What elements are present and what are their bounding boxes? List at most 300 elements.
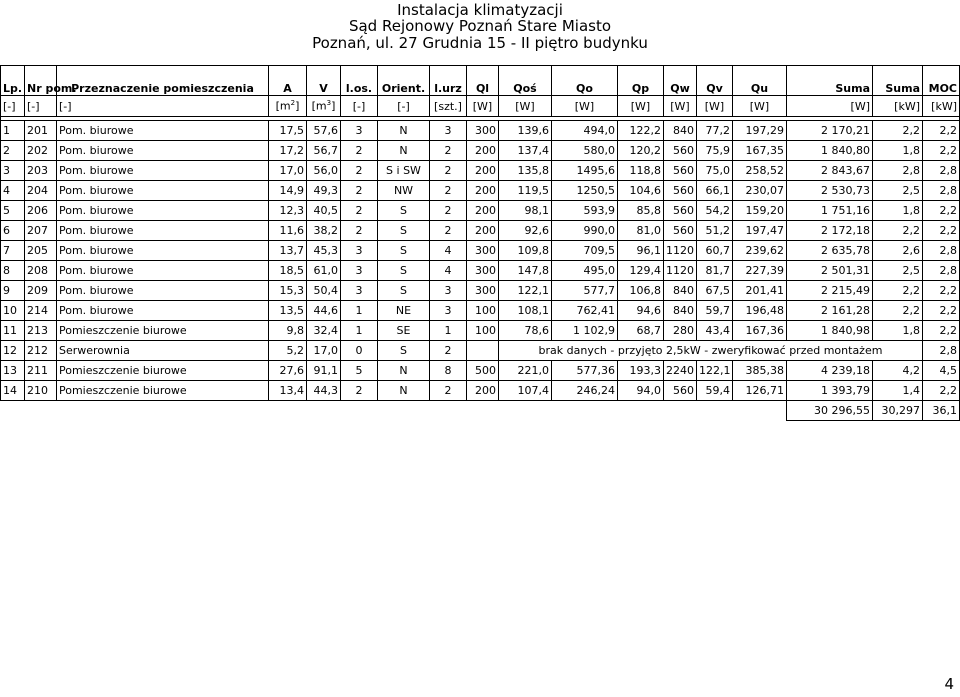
table-cell: 118,8: [618, 161, 664, 181]
table-cell: 2: [1, 141, 25, 161]
table-cell: 560: [664, 221, 697, 241]
calculation-table: [0, 65, 960, 421]
table-cell: 3: [430, 281, 467, 301]
table-cell: 200: [467, 141, 499, 161]
table-cell: 12: [1, 341, 25, 361]
table-cell: 2,6: [873, 241, 923, 261]
document-address: Poznań, ul. 27 Grudnia 15 - II piętro budynku: [312, 34, 648, 52]
table-cell: 239,62: [733, 241, 787, 261]
table-cell: 2 170,21: [787, 121, 873, 141]
table-cell: 8: [1, 261, 25, 281]
table-cell: 68,7: [618, 321, 664, 341]
table-cell: S: [378, 261, 430, 281]
table-cell: 196,48: [733, 301, 787, 321]
table-cell: 9: [1, 281, 25, 301]
table-cell: 2,2: [923, 281, 960, 301]
table-cell: 200: [467, 381, 499, 401]
units-row: [1, 96, 960, 117]
header-cell: V: [307, 66, 341, 96]
table-cell: 2,2: [873, 221, 923, 241]
table-cell: 122,1: [499, 281, 552, 301]
table-cell: 135,8: [499, 161, 552, 181]
table-cell: 213: [25, 321, 57, 341]
table-row: [1, 261, 960, 281]
unit-cell: [W]: [697, 96, 733, 117]
table-cell: 126,71: [733, 381, 787, 401]
table-cell: Pomieszczenie biurowe: [57, 381, 269, 401]
table-cell: Pom. biurowe: [57, 301, 269, 321]
table-cell: 1,8: [873, 321, 923, 341]
table-cell: 7: [1, 241, 25, 261]
table-cell: 60,7: [697, 241, 733, 261]
table-cell: 15,3: [269, 281, 307, 301]
table-cell: S: [378, 221, 430, 241]
table-cell: 3: [341, 241, 378, 261]
table-cell: 560: [664, 381, 697, 401]
table-cell: 4: [430, 241, 467, 261]
table-cell: 1,8: [873, 201, 923, 221]
table-cell: 577,7: [552, 281, 618, 301]
table-cell: 17,5: [269, 121, 307, 141]
table-cell: 14,9: [269, 181, 307, 201]
table-cell: 577,36: [552, 361, 618, 381]
table-cell: 59,7: [697, 301, 733, 321]
header-cell: MOC: [923, 66, 960, 96]
table-cell: 92,6: [499, 221, 552, 241]
unit-cell: [W]: [618, 96, 664, 117]
table-cell: N: [378, 361, 430, 381]
table-cell: 1120: [664, 261, 697, 281]
header-cell: Przeznaczenie pomieszczenia: [57, 66, 269, 96]
table-cell: 214: [25, 301, 57, 321]
table-cell: 200: [467, 181, 499, 201]
unit-cell: [szt.]: [430, 96, 467, 117]
table-cell: 13,4: [269, 381, 307, 401]
table-cell: 91,1: [307, 361, 341, 381]
table-cell: 4: [1, 181, 25, 201]
table-cell: 211: [25, 361, 57, 381]
table-cell: 13,5: [269, 301, 307, 321]
table-cell: 205: [25, 241, 57, 261]
table-cell: 139,6: [499, 121, 552, 141]
table-cell: 2 635,78: [787, 241, 873, 261]
table-cell: 1 840,98: [787, 321, 873, 341]
header-cell: l.urz: [430, 66, 467, 96]
table-cell: S i SW: [378, 161, 430, 181]
table-cell: 2,2: [923, 321, 960, 341]
table-cell: 4,2: [873, 361, 923, 381]
total-cell: 36,1: [923, 401, 960, 421]
table-cell: 11,6: [269, 221, 307, 241]
table-cell: 1495,6: [552, 161, 618, 181]
table-cell: 200: [467, 221, 499, 241]
table-cell: 98,1: [499, 201, 552, 221]
table-cell: 2: [341, 381, 378, 401]
table-cell: 246,24: [552, 381, 618, 401]
table-cell: 129,4: [618, 261, 664, 281]
table-cell: 17,0: [307, 341, 341, 361]
table-cell: 207: [25, 221, 57, 241]
table-cell: 10: [1, 301, 25, 321]
table-cell: 300: [467, 261, 499, 281]
table-cell: 204: [25, 181, 57, 201]
table-cell: 51,2: [697, 221, 733, 241]
table-cell: 2,2: [873, 121, 923, 141]
table-cell: 50,4: [307, 281, 341, 301]
unit-cell: [-]: [1, 96, 25, 117]
table-cell: 2: [430, 381, 467, 401]
table-cell: 104,6: [618, 181, 664, 201]
table-cell: 17,0: [269, 161, 307, 181]
table-cell: 100: [467, 301, 499, 321]
table-cell: 17,2: [269, 141, 307, 161]
table-cell: 840: [664, 301, 697, 321]
unit-cell: [-]: [25, 96, 57, 117]
table-cell: 2 843,67: [787, 161, 873, 181]
unit-cell: [W]: [467, 96, 499, 117]
total-cell: 30 296,55: [787, 401, 873, 421]
table-cell: Pom. biurowe: [57, 221, 269, 241]
header-cell: A: [269, 66, 307, 96]
table-cell: S: [378, 341, 430, 361]
table-cell: 1: [341, 301, 378, 321]
table-cell: 2 161,28: [787, 301, 873, 321]
table-cell: Pomieszczenie biurowe: [57, 321, 269, 341]
table-cell: 38,2: [307, 221, 341, 241]
table-cell: 2: [430, 181, 467, 201]
table-cell: 560: [664, 161, 697, 181]
table-cell: 122,2: [618, 121, 664, 141]
table-cell: 2,5: [873, 181, 923, 201]
table-cell: 300: [467, 241, 499, 261]
table-cell: S: [378, 201, 430, 221]
table-row: [1, 301, 960, 321]
document-subtitle: Sąd Rejonowy Poznań Stare Miasto: [348, 17, 612, 35]
table-cell: 75,0: [697, 161, 733, 181]
table-cell: 2 172,18: [787, 221, 873, 241]
table-row: [1, 241, 960, 261]
table-cell: 57,6: [307, 121, 341, 141]
table-cell: [467, 341, 499, 361]
table-cell: Pom. biurowe: [57, 141, 269, 161]
unit-cell: $[m^2]$: [269, 96, 307, 117]
header-cell: Suma: [787, 66, 873, 96]
table-cell: 18,5: [269, 261, 307, 281]
table-cell: 11: [1, 321, 25, 341]
table-cell: 2: [341, 201, 378, 221]
table-cell: 1: [1, 121, 25, 141]
table-cell: 2,8: [923, 161, 960, 181]
table-cell: 197,29: [733, 121, 787, 141]
table-cell: 385,38: [733, 361, 787, 381]
table-cell: 2: [341, 141, 378, 161]
table-cell: 1 393,79: [787, 381, 873, 401]
table-cell: 203: [25, 161, 57, 181]
table-cell: 100: [467, 321, 499, 341]
unit-cell: [-]: [378, 96, 430, 117]
table-cell: 61,0: [307, 261, 341, 281]
table-cell: 201,41: [733, 281, 787, 301]
table-cell: 3: [341, 261, 378, 281]
table-cell: 258,52: [733, 161, 787, 181]
table-cell: NW: [378, 181, 430, 201]
table-cell: 2: [430, 221, 467, 241]
table-cell: 202: [25, 141, 57, 161]
table-cell: 67,5: [697, 281, 733, 301]
table-cell: 560: [664, 141, 697, 161]
table-cell: S: [378, 241, 430, 261]
table-cell: 3: [430, 301, 467, 321]
table-cell: 2,8: [923, 341, 960, 361]
table-cell: 81,7: [697, 261, 733, 281]
table-cell: Pom. biurowe: [57, 241, 269, 261]
table-cell: 3: [430, 121, 467, 141]
header-cell: Ql: [467, 66, 499, 96]
unit-cell: [kW]: [873, 96, 923, 117]
table-cell: 1120: [664, 241, 697, 261]
table-cell: 5,2: [269, 341, 307, 361]
table-cell: 221,0: [499, 361, 552, 381]
table-cell: 2: [430, 341, 467, 361]
header-cell: Qv: [697, 66, 733, 96]
table-cell: 2,5: [873, 261, 923, 281]
table-cell: 2,8: [923, 241, 960, 261]
table-cell: Serwerownia: [57, 341, 269, 361]
document-title: Instalacja klimatyzacji: [397, 1, 563, 19]
table-cell: 2,2: [873, 301, 923, 321]
table-cell: 6: [1, 221, 25, 241]
unit-cell: $[m^3]$: [307, 96, 341, 117]
table-cell: 77,2: [697, 121, 733, 141]
header-cell: Qoś: [499, 66, 552, 96]
table-cell: 94,0: [618, 381, 664, 401]
table-cell: 8: [430, 361, 467, 381]
table-cell: 3: [341, 121, 378, 141]
table-cell: 14: [1, 381, 25, 401]
total-cell: 30,297: [873, 401, 923, 421]
table-row: [1, 341, 960, 361]
table-cell: 2 530,73: [787, 181, 873, 201]
unit-cell: [kW]: [923, 96, 960, 117]
header-cell: Qw: [664, 66, 697, 96]
table-cell: 13,7: [269, 241, 307, 261]
unit-cell: [W]: [499, 96, 552, 117]
table-cell: 200: [467, 201, 499, 221]
table-row: [1, 181, 960, 201]
table-cell: 4: [430, 261, 467, 281]
table-cell: 2,2: [923, 381, 960, 401]
table-cell: 300: [467, 121, 499, 141]
table-cell: 2: [430, 141, 467, 161]
unit-cell: [W]: [733, 96, 787, 117]
table-cell: 0: [341, 341, 378, 361]
table-cell: 54,2: [697, 201, 733, 221]
unit-cell: [W]: [664, 96, 697, 117]
table-cell: 280: [664, 321, 697, 341]
table-cell: N: [378, 121, 430, 141]
table-cell: 230,07: [733, 181, 787, 201]
table-cell: NE: [378, 301, 430, 321]
header-cell: Orient.: [378, 66, 430, 96]
table-cell: 45,3: [307, 241, 341, 261]
table-cell: 56,7: [307, 141, 341, 161]
table-cell: 96,1: [618, 241, 664, 261]
table-row: [1, 321, 960, 341]
table-cell: 44,3: [307, 381, 341, 401]
table-cell: 122,1: [697, 361, 733, 381]
table-cell: 12,3: [269, 201, 307, 221]
table-cell: 200: [467, 161, 499, 181]
unit-cell: [-]: [57, 96, 269, 117]
table-cell: Pom. biurowe: [57, 161, 269, 181]
table-cell: 75,9: [697, 141, 733, 161]
table-cell: 2: [341, 181, 378, 201]
table-cell: 108,1: [499, 301, 552, 321]
table-cell: 2: [341, 161, 378, 181]
unit-cell: [W]: [552, 96, 618, 117]
table-cell: 2 215,49: [787, 281, 873, 301]
header-cell: Lp.: [1, 66, 25, 96]
table-row: [1, 361, 960, 381]
table-cell: 1: [430, 321, 467, 341]
table-cell: 120,2: [618, 141, 664, 161]
table-cell: 2,2: [923, 301, 960, 321]
table-cell: 227,39: [733, 261, 787, 281]
table-cell: 147,8: [499, 261, 552, 281]
header-row: [1, 66, 960, 96]
table-cell: 167,35: [733, 141, 787, 161]
table-cell: 495,0: [552, 261, 618, 281]
table-cell: 1: [341, 321, 378, 341]
table-row: [1, 201, 960, 221]
totals-row: [1, 401, 960, 421]
unit-cell: [-]: [341, 96, 378, 117]
table-cell: 209: [25, 281, 57, 301]
table-cell: 762,41: [552, 301, 618, 321]
table-cell: N: [378, 141, 430, 161]
table-cell: 1,4: [873, 381, 923, 401]
table-cell: 580,0: [552, 141, 618, 161]
table-cell: 2: [341, 221, 378, 241]
table-cell: Pom. biurowe: [57, 201, 269, 221]
table-cell: 2,2: [923, 201, 960, 221]
table-cell: 1 751,16: [787, 201, 873, 221]
table-cell: 106,8: [618, 281, 664, 301]
table-cell: 1,8: [873, 141, 923, 161]
table-cell: 2,2: [923, 121, 960, 141]
table-cell: N: [378, 381, 430, 401]
table-row: [1, 121, 960, 141]
page-number: 4: [944, 675, 954, 693]
header-cell: l.os.: [341, 66, 378, 96]
table-cell: 2 501,31: [787, 261, 873, 281]
table-cell: 5: [341, 361, 378, 381]
table-cell: 66,1: [697, 181, 733, 201]
table-cell: 2,8: [873, 161, 923, 181]
table-cell: Pom. biurowe: [57, 261, 269, 281]
table-cell: 13: [1, 361, 25, 381]
table-cell: 2,8: [923, 261, 960, 281]
table-cell: 85,8: [618, 201, 664, 221]
table-cell: 49,3: [307, 181, 341, 201]
table-cell: 840: [664, 281, 697, 301]
table-cell: 4,5: [923, 361, 960, 381]
header-cell: Qp: [618, 66, 664, 96]
table-cell: 1 840,80: [787, 141, 873, 161]
table-cell: 159,20: [733, 201, 787, 221]
table-cell: 197,47: [733, 221, 787, 241]
table-cell: 32,4: [307, 321, 341, 341]
header-cell: Qo: [552, 66, 618, 96]
table-cell: 44,6: [307, 301, 341, 321]
table-cell: 494,0: [552, 121, 618, 141]
table-cell: S: [378, 281, 430, 301]
table-cell: 4 239,18: [787, 361, 873, 381]
table-cell: 3: [341, 281, 378, 301]
table-cell: 119,5: [499, 181, 552, 201]
unit-cell: [W]: [787, 96, 873, 117]
table-row: [1, 281, 960, 301]
table-cell: 201: [25, 121, 57, 141]
table-row: [1, 141, 960, 161]
table-cell: 78,6: [499, 321, 552, 341]
table-cell: 593,9: [552, 201, 618, 221]
table-cell: 59,4: [697, 381, 733, 401]
table-cell: 137,4: [499, 141, 552, 161]
table-cell: 94,6: [618, 301, 664, 321]
table-cell: Pom. biurowe: [57, 181, 269, 201]
table-cell: 300: [467, 281, 499, 301]
table-cell: 81,0: [618, 221, 664, 241]
table-cell: 2,2: [873, 281, 923, 301]
table-cell: 840: [664, 121, 697, 141]
table-cell: 109,8: [499, 241, 552, 261]
table-row: [1, 161, 960, 181]
totals-spacer: [1, 401, 787, 421]
table-cell: 5: [1, 201, 25, 221]
table-row: [1, 381, 960, 401]
table-cell: 212: [25, 341, 57, 361]
table-cell: Pom. biurowe: [57, 281, 269, 301]
header-cell: Suma: [873, 66, 923, 96]
table-cell: 2: [430, 201, 467, 221]
table-cell: 56,0: [307, 161, 341, 181]
row-note: brak danych - przyjęto 2,5kW - zweryfikować przed montażem: [499, 341, 923, 361]
table-cell: 208: [25, 261, 57, 281]
table-cell: 709,5: [552, 241, 618, 261]
table-cell: 560: [664, 201, 697, 221]
table-cell: 2,2: [923, 141, 960, 161]
table-cell: 2: [430, 161, 467, 181]
table-cell: 9,8: [269, 321, 307, 341]
table-row: [1, 221, 960, 241]
table-cell: 1250,5: [552, 181, 618, 201]
header-cell: Qu: [733, 66, 787, 96]
table-cell: 43,4: [697, 321, 733, 341]
table-cell: Pomieszczenie biurowe: [57, 361, 269, 381]
table-cell: SE: [378, 321, 430, 341]
table-cell: 990,0: [552, 221, 618, 241]
table-cell: 3: [1, 161, 25, 181]
table-cell: 2240: [664, 361, 697, 381]
table-cell: 2,2: [923, 221, 960, 241]
table-cell: 206: [25, 201, 57, 221]
table-cell: 193,3: [618, 361, 664, 381]
table-cell: 1 102,9: [552, 321, 618, 341]
table-cell: 107,4: [499, 381, 552, 401]
table-cell: 27,6: [269, 361, 307, 381]
header-cell: Nr pom.: [25, 66, 57, 96]
